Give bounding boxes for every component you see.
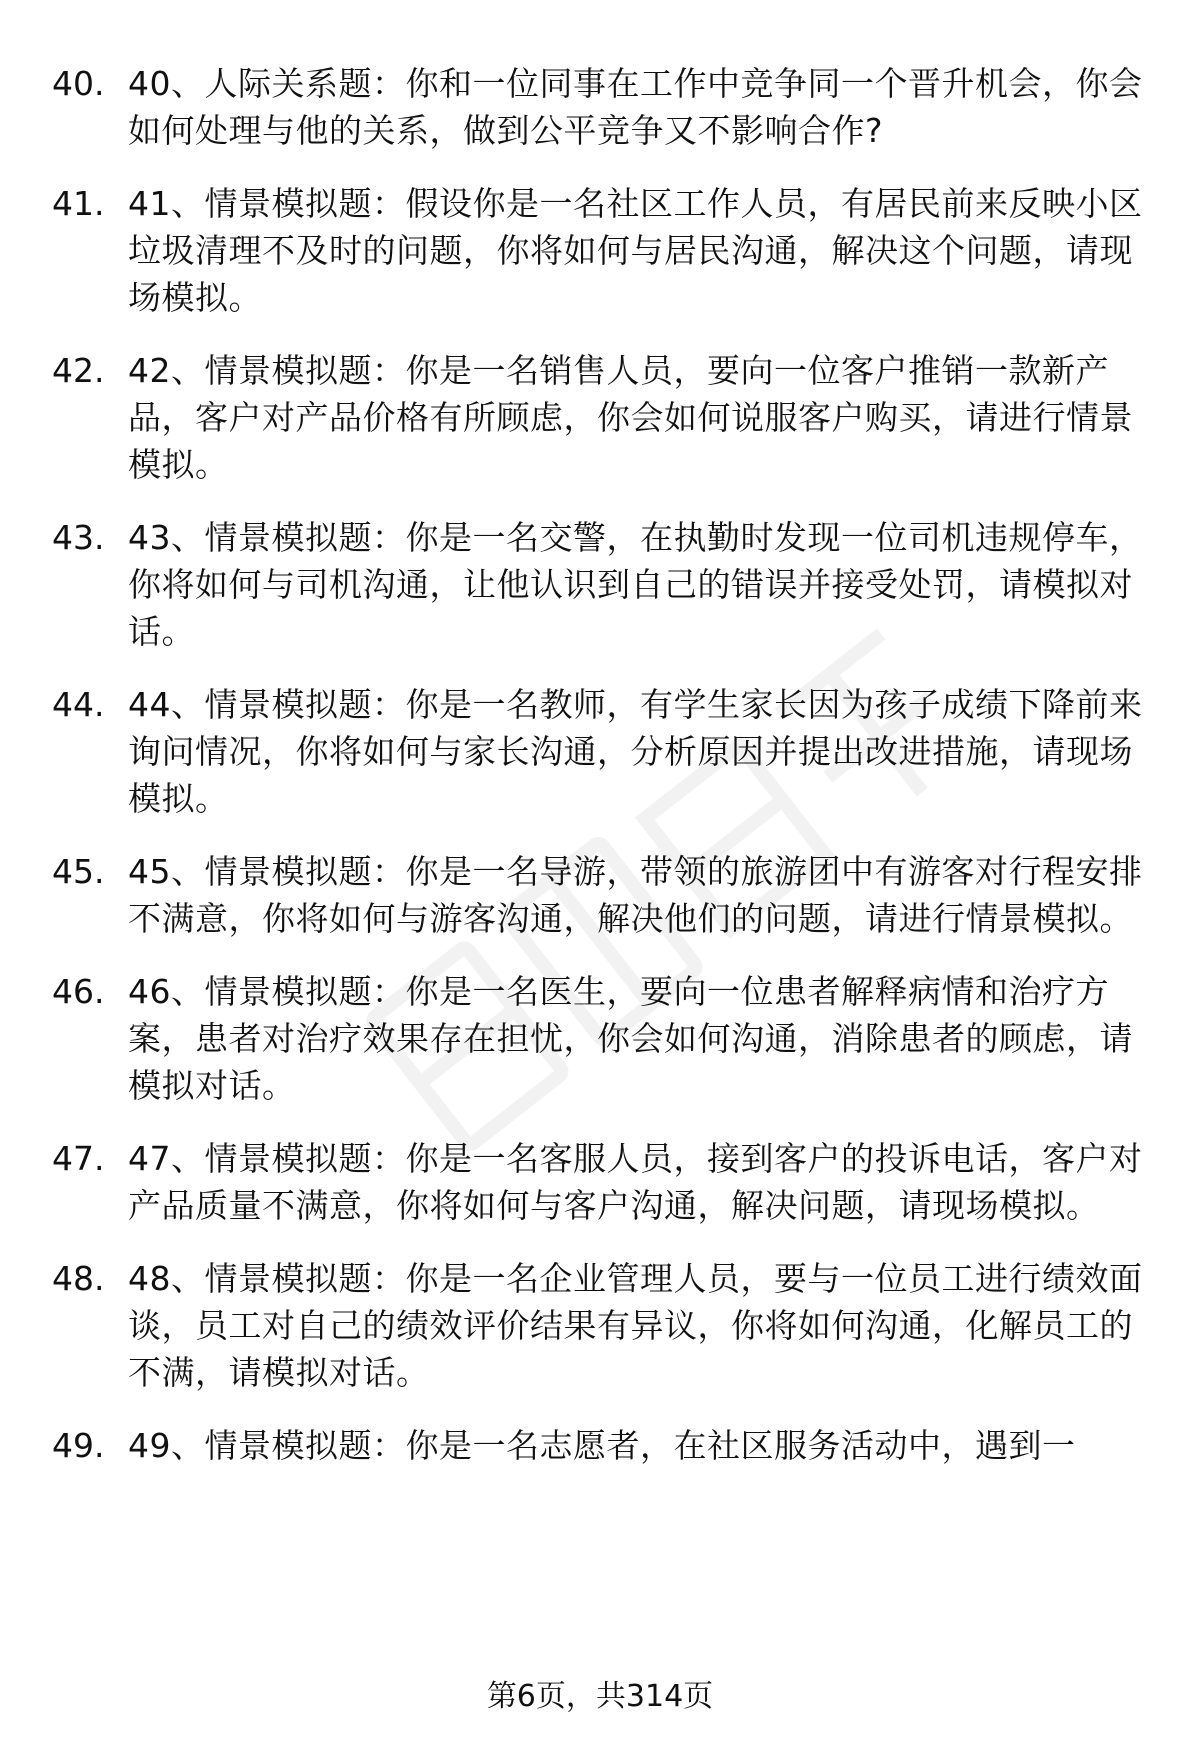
question-number: 49. bbox=[52, 1426, 105, 1465]
question-text: 40、人际关系题：你和一位同事在工作中竞争同一个晋升机会，你会如何处理与他的关系，做到公平竞争又不影响合作? bbox=[128, 64, 1143, 150]
question-item bbox=[52, 1422, 1162, 1469]
question-item bbox=[52, 968, 1162, 1109]
question-text: 41、情景模拟题：假设你是一名社区工作人员，有居民前来反映小区垃圾清理不及时的问题，你将如何与居民沟通，解决这个问题，请现场模拟。 bbox=[128, 184, 1143, 317]
question-item bbox=[52, 848, 1162, 942]
question-number: 43. bbox=[52, 518, 105, 557]
question-item bbox=[52, 347, 1162, 488]
question-text: 49、情景模拟题：你是一名志愿者，在社区服务活动中，遇到一 bbox=[128, 1426, 1076, 1465]
question-text: 48、情景模拟题：你是一名企业管理人员，要与一位员工进行绩效面谈，员工对自己的绩效评价结果有异议，你将如何沟通，化解员工的不满，请模拟对话。 bbox=[128, 1259, 1143, 1392]
question-item bbox=[52, 1255, 1162, 1396]
question-number: 44. bbox=[52, 685, 105, 724]
question-item bbox=[52, 514, 1162, 655]
question-item bbox=[52, 60, 1162, 154]
question-text: 44、情景模拟题：你是一名教师，有学生家长因为孩子成绩下降前来询问情况，你将如何与家长沟通，分析原因并提出改进措施，请现场模拟。 bbox=[128, 685, 1143, 818]
question-number: 42. bbox=[52, 351, 105, 390]
question-item bbox=[52, 1135, 1162, 1229]
question-number: 40. bbox=[52, 64, 105, 103]
question-number: 41. bbox=[52, 184, 105, 223]
question-text: 45、情景模拟题：你是一名导游，带领的旅游团中有游客对行程安排不满意，你将如何与游客沟通，解决他们的问题，请进行情景模拟。 bbox=[128, 852, 1143, 938]
question-item bbox=[52, 681, 1162, 822]
question-text: 42、情景模拟题：你是一名销售人员，要向一位客户推销一款新产品，客户对产品价格有所顾虑，你会如何说服客户购买，请进行情景模拟。 bbox=[128, 351, 1133, 484]
question-text: 47、情景模拟题：你是一名客服人员，接到客户的投诉电话，客户对产品质量不满意，你将如何与客户沟通，解决问题，请现场模拟。 bbox=[128, 1139, 1143, 1225]
question-text: 46、情景模拟题：你是一名医生，要向一位患者解释病情和治疗方案，患者对治疗效果存在担忧，你会如何沟通，消除患者的顾虑，请模拟对话。 bbox=[128, 972, 1133, 1105]
question-text: 43、情景模拟题：你是一名交警，在执勤时发现一位司机违规停车，你将如何与司机沟通，让他认识到自己的错误并接受处罚，请模拟对话。 bbox=[128, 518, 1143, 651]
question-item bbox=[52, 180, 1162, 321]
question-number: 47. bbox=[52, 1139, 105, 1178]
question-number: 45. bbox=[52, 852, 105, 891]
question-number: 46. bbox=[52, 972, 105, 1011]
question-number: 48. bbox=[52, 1259, 105, 1298]
question-list bbox=[52, 60, 1162, 1469]
page-footer: 第6页，共314页 bbox=[486, 1679, 714, 1714]
